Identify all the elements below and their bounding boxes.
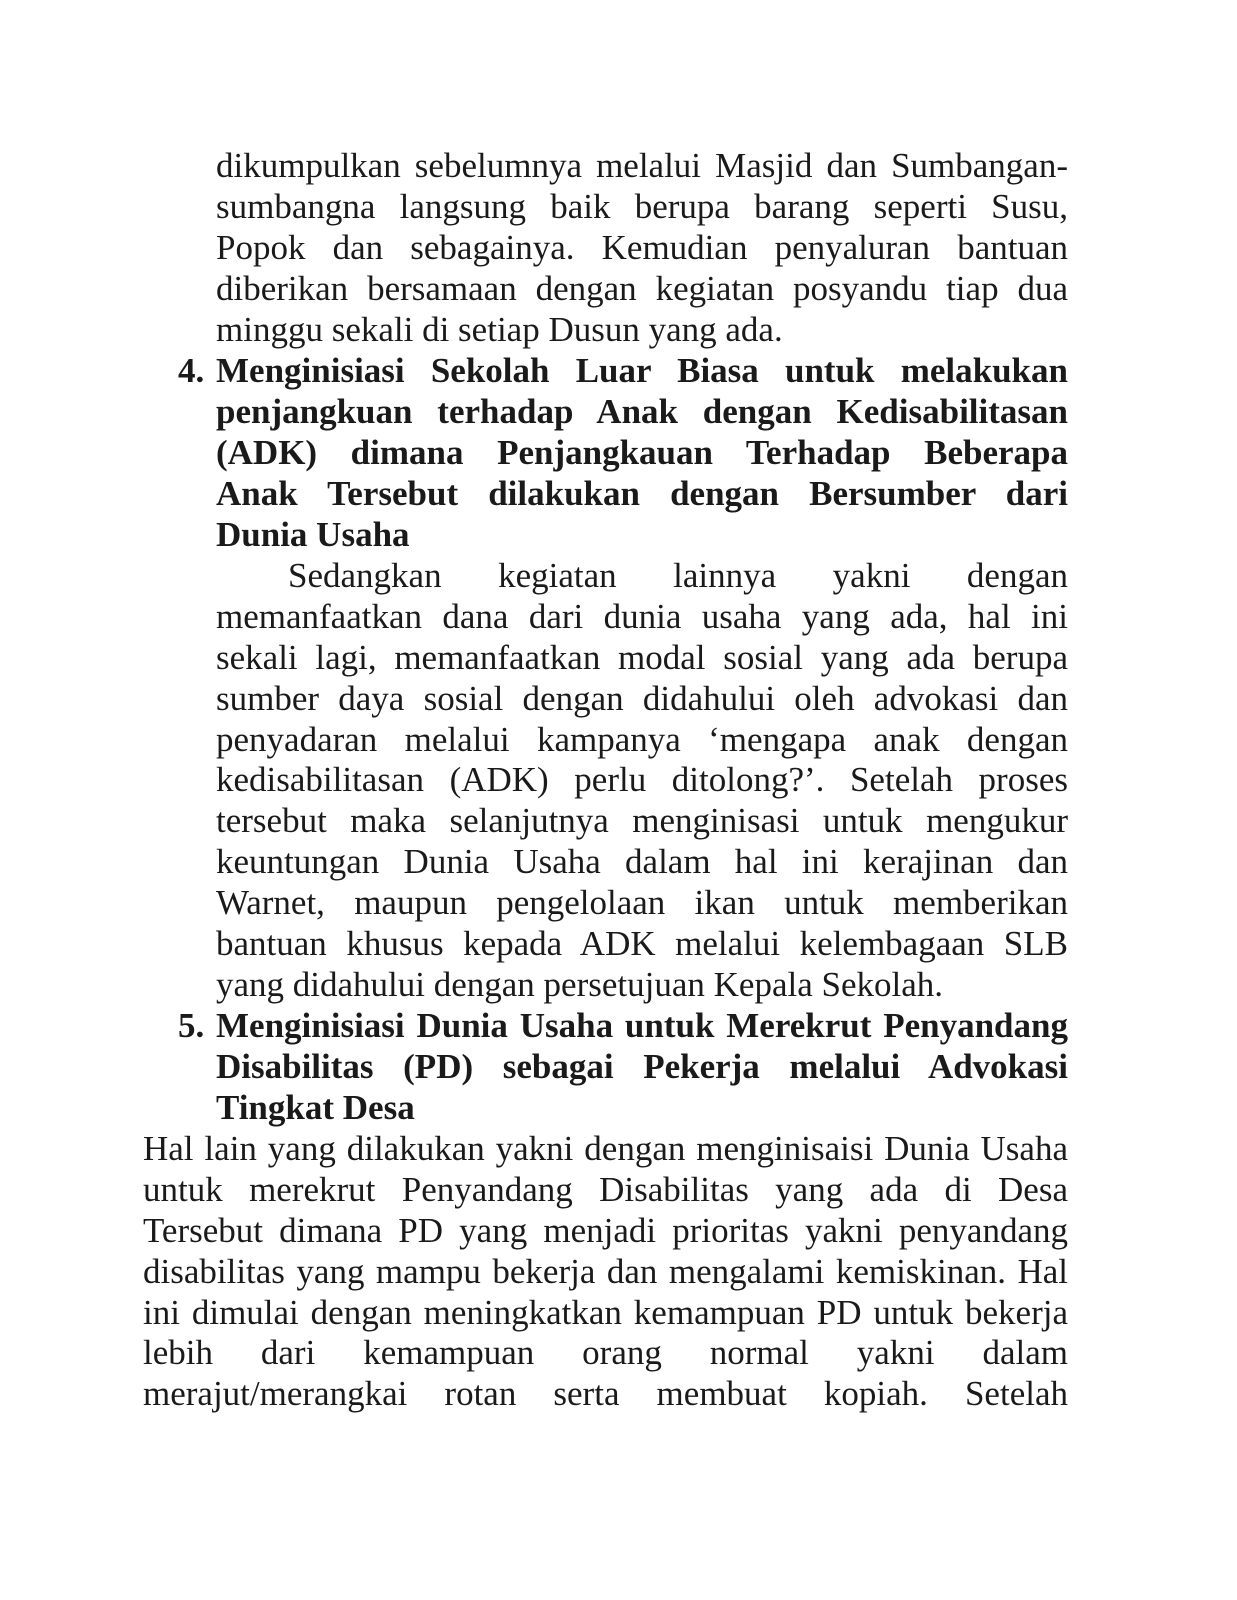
text-line: bantuan khusus kepada ADK melalui kelembagaan SLB [216,924,1068,964]
heading-line: Dunia Usaha [216,514,410,554]
heading-line: Anak Tersebut dilakukan dengan Bersumber dari [216,473,1068,513]
text-line: sumbangna langsung baik berupa barang seperti Susu, [216,186,1068,226]
text-line: lebih dari kemampuan orang normal yakni dalam [143,1333,1068,1373]
heading-line: (ADK) dimana Penjangkauan Terhadap Beberapa [216,432,1068,472]
text-line: Sedangkan kegiatan lainnya yakni dengan [288,556,1068,595]
heading-line: penjangkuan terhadap Anak dengan Kedisabilitasan [216,391,1068,431]
closing-paragraph [143,1129,1068,1415]
text-line: Tersebut dimana PD yang menjadi prioritas yakni penyandang [143,1210,1068,1250]
heading-line: Tingkat Desa [216,1087,415,1127]
item4-body [216,556,1068,1006]
item4-number: 4. [178,351,205,390]
text-line: Warnet, maupun pengelolaan ikan untuk memberikan [216,883,1068,923]
text-line: Hal lain yang dilakukan yakni dengan menginisaisi Dunia Usaha [143,1129,1068,1168]
text-line: tersebut maka selanjutnya menginisasi untuk mengukur [216,801,1068,841]
text-line: penyadaran melalui kampanya ‘mengapa anak dengan [216,719,1068,759]
text-line: sekali lagi, memanfaatkan modal sosial yang ada berupa [216,637,1068,677]
item5-number: 5. [178,1006,205,1045]
text-line: untuk merekrut Penyandang Disabilitas yang ada di Desa [143,1169,1068,1209]
text-line: Popok dan sebagainya. Kemudian penyaluran bantuan [216,227,1068,267]
item4-heading [216,351,1068,555]
text-line: disabilitas yang mampu bekerja dan mengalami kemiskinan. Hal [143,1251,1068,1291]
continuation-paragraph [216,146,1068,350]
item5-heading [216,1006,1068,1129]
text-line: yang didahului dengan persetujuan Kepala Sekolah. [216,964,944,1004]
text-line: merajut/merangkai rotan serta membuat kopiah. Setelah [143,1374,1068,1414]
heading-line: Menginisiasi Sekolah Luar Biasa untuk melakukan [216,351,1068,390]
text-line: diberikan bersamaan dengan kegiatan posyandu tiap dua [216,268,1068,308]
text-line: keuntungan Dunia Usaha dalam hal ini kerajinan dan [216,842,1068,882]
text-line: minggu sekali di setiap Dusun yang ada. [216,309,783,349]
text-line: memanfaatkan dana dari dunia usaha yang ada, hal ini [216,596,1068,636]
text-line: dikumpulkan sebelumnya melalui Masjid dan Sumbangan- [216,146,1068,185]
heading-line: Disabilitas (PD) sebagai Pekerja melalui Advokasi [216,1046,1068,1086]
text-line: ini dimulai dengan meningkatkan kemampuan PD untuk bekerja [143,1292,1068,1332]
text-line: sumber daya sosial dengan didahului oleh advokasi dan [216,678,1068,718]
heading-line: Menginisiasi Dunia Usaha untuk Merekrut Penyandang [216,1006,1068,1045]
text-line: kedisabilitasan (ADK) perlu ditolong?’. Setelah proses [216,760,1068,800]
